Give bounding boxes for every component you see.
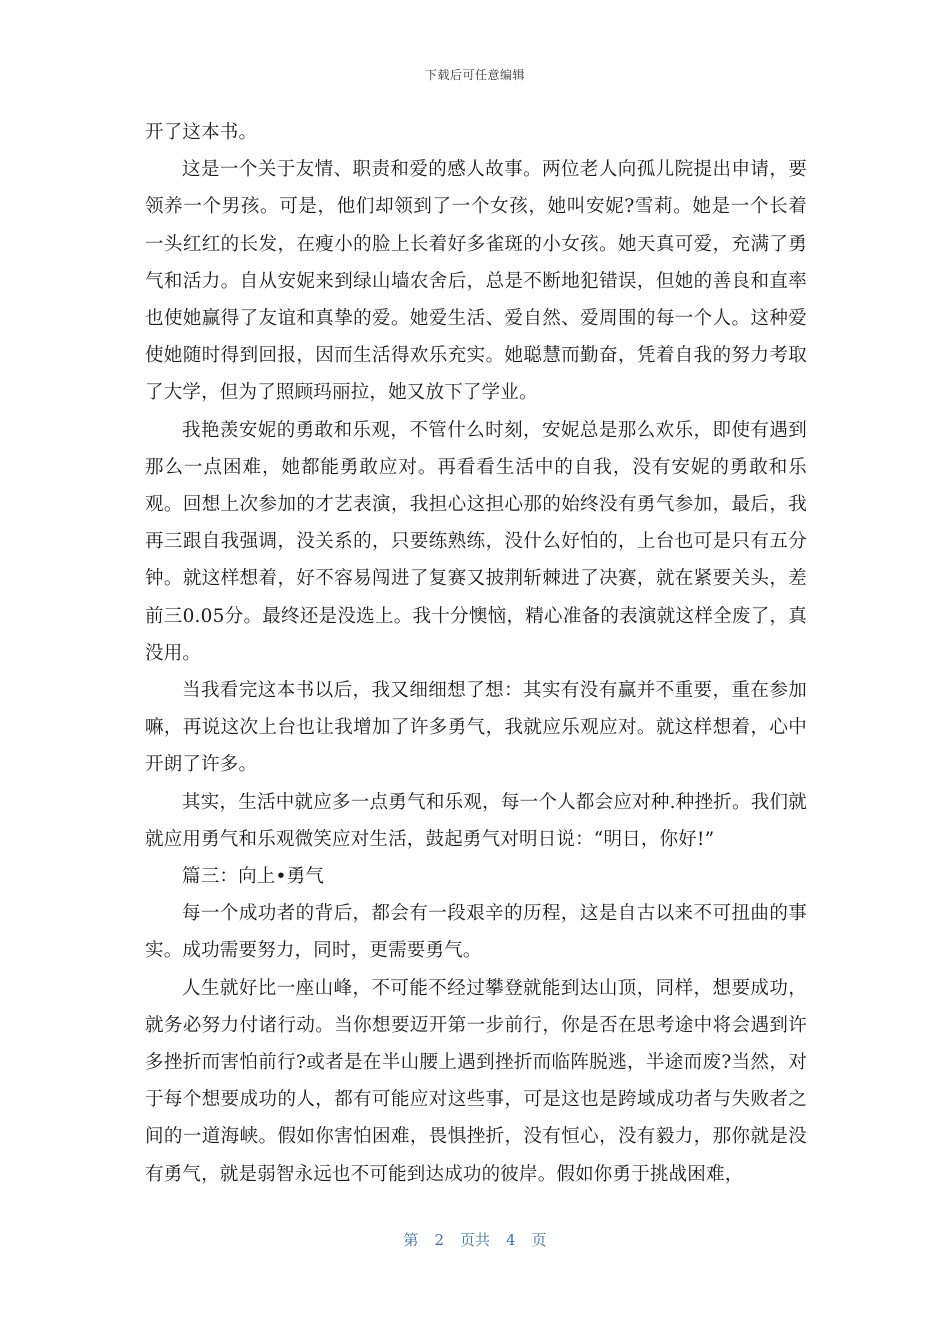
paragraph: 每一个成功者的背后，都会有一段艰辛的历程，这是自古以来不可扭曲的事实。成功需要努力，同时，更需要勇气。	[145, 903, 807, 962]
footer-of-label: 页共	[459, 1231, 490, 1249]
paragraph: 我艳羡安妮的勇敢和乐观，不管什么时刻，安妮总是那么欢乐，即使有遇到那么一点困难，她都能勇敢应对。再看看生活中的自我，没有安妮的勇敢和乐观。回想上次参加的才艺表演，我担心这担心那的始终没有勇气参加，最后，我再三跟自我强调，没关系的，只要练熟练，没什么好怕的，上台也可是只有五分钟。就这样想着，好不容易闯进了复赛又披荆斩棘进了决赛，就在紧要关头，差前三0.05分。最终还是没选上。我十分懊恼，精心准备的表演就这样全废了，真没用。	[145, 419, 807, 664]
paragraph: 开了这本书。	[145, 122, 258, 143]
document-body	[145, 114, 807, 1193]
section-heading: 篇三：向上•勇气	[182, 866, 325, 888]
paragraph: 人生就好比一座山峰，不可能不经过攀登就能到达山顶，同样，想要成功，就务必努力付诸行动。当你想要迈开第一步前行，你是否在思考途中将会遇到许多挫折而害怕前行?或者是在半山腰上遇到挫折而临阵脱逃，半途而废?当然，对于每个想要成功的人，都有可能应对这些事，可是这也是跨域成功者与失败者之间的一道海峡。假如你害怕困难，畏惧挫折，没有恒心，没有毅力，那你就是没有勇气，就是弱智永远也不可能到达成功的彼岸。假如你勇于挑战困难，	[145, 977, 807, 1185]
footer-page-label: 第	[403, 1231, 419, 1249]
footer-total-pages: 4	[506, 1231, 516, 1249]
paragraph: 这是一个关于友情、职责和爱的感人故事。两位老人向孤儿院提出申请，要领养一个男孩。可是，他们却领到了一个女孩，她叫安妮?雪莉。她是一个长着一头红红的长发，在瘦小的脸上长着好多雀斑的小女孩。她天真可爱，充满了勇气和活力。自从安妮来到绿山墙农舍后，总是不断地犯错误，但她的善良和直率也使她赢得了友谊和真挚的爱。她爱生活、爱自然、爱周围的每一个人。这种爱使她随时得到回报，因而生活得欢乐充实。她聪慧而勤奋，凭着自我的努力考取了大学，但为了照顾玛丽拉，她又放下了学业。	[145, 159, 807, 404]
page-footer	[0, 1229, 950, 1250]
paragraph: 其实，生活中就应多一点勇气和乐观，每一个人都会应对种.种挫折。我们就就应用勇气和乐观微笑应对生活，鼓起勇气对明日说：“明日，你好!”	[145, 791, 807, 850]
footer-end-label: 页	[531, 1231, 547, 1249]
page-header: 下载后可任意编辑	[424, 68, 525, 82]
paragraph: 当我看完这本书以后，我又细细想了想：其实有没有赢并不重要，重在参加嘛，再说这次上台也让我增加了许多勇气，我就应乐观应对。就这样想着，心中开朗了许多。	[145, 680, 807, 776]
footer-current-page: 2	[434, 1231, 444, 1249]
